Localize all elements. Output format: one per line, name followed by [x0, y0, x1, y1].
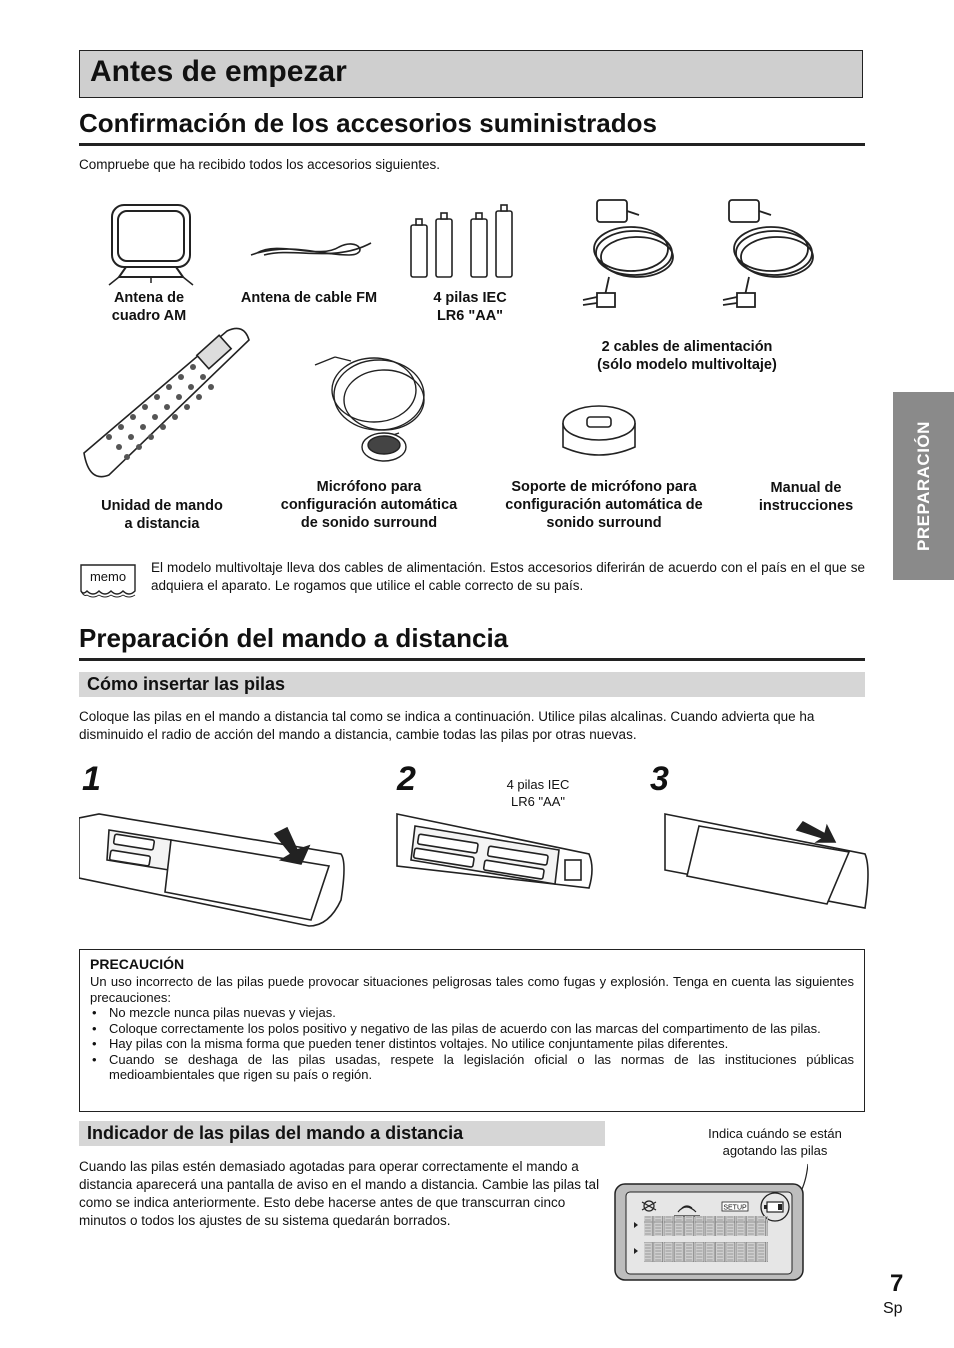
caption-line: Micrófono para — [316, 479, 422, 495]
caption-line: 2 cables de alimentación — [601, 339, 773, 355]
caption-am-antenna — [89, 289, 209, 325]
caption-line: cuadro AM — [111, 308, 187, 324]
caption-line: sonido surround — [546, 515, 662, 531]
caption-line: Soporte de micrófono para — [511, 479, 697, 495]
caution-bullet: • Cuando se deshaga de las pilas usadas, respete la legislación oficial o las normas de las instituciones públicas medioambientales que rigen su país o región. — [90, 1052, 854, 1083]
step-1-image — [79, 814, 344, 926]
side-tab — [893, 392, 954, 580]
remote-control-image — [84, 328, 249, 476]
caption-power-cables — [567, 338, 807, 374]
insert-batteries-heading: Cómo insertar las pilas — [79, 672, 865, 697]
caption-manual — [746, 479, 866, 515]
accessories-illustrations — [79, 185, 869, 485]
step-3-number: 3 — [650, 760, 669, 798]
remote-prep-heading: Preparación del mando a distancia — [79, 623, 865, 661]
caption-microphone — [258, 478, 480, 532]
step-3-image — [665, 814, 868, 908]
caption-line: LR6 "AA" — [436, 308, 504, 324]
caution-box — [79, 949, 865, 1112]
battery-callout — [680, 1125, 870, 1159]
memo-icon — [79, 561, 137, 599]
power-cables-image — [583, 200, 813, 307]
am-loop-antenna-image — [109, 205, 193, 285]
caption-batteries — [410, 289, 530, 325]
insert-batteries-intro: Coloque las pilas en el mando a distancia tal como se indica a continuación. Utilice pilas alcalinas. Cuando advierta que ha disminuido el radio de acción del mando a distancia, cambie todas las pilas por otras nuevas. — [79, 709, 815, 742]
caption-line: configuración automática de — [505, 497, 703, 513]
remote-display-illustration — [612, 1162, 808, 1284]
step-1-number: 1 — [82, 760, 101, 798]
caption-line: 4 pilas IEC — [433, 290, 507, 306]
caption-line: Manual de — [770, 480, 842, 496]
step-2-label — [478, 776, 598, 810]
page-language: Sp — [883, 1300, 903, 1317]
caption-remote — [82, 497, 242, 533]
step-2-label-line: 4 pilas IEC — [506, 777, 570, 792]
caution-bullet: • No mezcle nunca pilas nuevas y viejas. — [90, 1005, 854, 1021]
page-number: 7 — [890, 1270, 904, 1297]
battery-indicator-heading: Indicador de las pilas del mando a distancia — [79, 1121, 605, 1146]
caption-line: (sólo modelo multivoltaje) — [597, 357, 777, 373]
callout-line: Indica cuándo se están — [708, 1126, 842, 1141]
fm-antenna-image — [251, 243, 371, 255]
step-2-image — [397, 814, 592, 888]
caution-bullet: • Hay pilas con la misma forma que pueden tener distintos voltajes. No utilice conjuntamente pilas diferentes. — [90, 1036, 854, 1052]
memo-text: El modelo multivoltaje lleva dos cables de alimentación. Estos accesorios diferirán de acuerdo con el país en el que se adquiera el aparato. Le rogamos que utilice el cable correcto de su país. — [151, 560, 865, 593]
accessories-intro: Compruebe que ha recibido todos los accesorios siguientes. — [79, 157, 440, 172]
caption-mic-stand — [484, 478, 724, 532]
caption-line: instrucciones — [758, 498, 854, 514]
display-setup-label: SETUP — [723, 1204, 747, 1212]
page-title: Antes de empezar — [90, 55, 347, 88]
caption-line: Antena de — [113, 290, 185, 306]
battery-steps-illustration — [79, 808, 869, 940]
side-tab-label: PREPARACIÓN — [913, 421, 933, 551]
microphone-stand-image — [563, 406, 635, 455]
microphone-image — [315, 357, 424, 461]
batteries-image — [411, 205, 512, 277]
battery-indicator-text: Cuando las pilas estén demasiado agotadas para operar correctamente el mando a distancia aparecerá una pantalla de aviso en el mando a distancia. Cambie las pilas tal como se indica anteriormente. Esto debe hacerse antes de que transcurran cinco minutos o todos los ajustes de su sistema quedarán borrados. — [79, 1159, 600, 1228]
accessories-heading: Confirmación de los accesorios suministrados — [79, 108, 865, 146]
callout-line: agotando las pilas — [722, 1143, 828, 1158]
caption-fm-antenna: Antena de cable FM — [240, 290, 378, 306]
caption-line: de sonido surround — [300, 515, 438, 531]
caption-line: configuración automática — [280, 497, 458, 513]
caution-list — [90, 1005, 854, 1083]
section-banner — [79, 50, 863, 98]
caption-line: Unidad de mando — [101, 498, 223, 514]
caption-line: a distancia — [124, 516, 200, 532]
battery-low-icon — [764, 1202, 783, 1212]
step-2-label-line: LR6 "AA" — [510, 794, 566, 809]
step-2-number: 2 — [397, 760, 416, 798]
caution-intro: Un uso incorrecto de las pilas puede provocar situaciones peligrosas tales como fugas y explosión. Tenga en cuenta las siguientes precauciones: — [90, 974, 854, 1005]
memo-label: memo — [89, 569, 127, 584]
caution-bullet: • Coloque correctamente los polos positivo y negativo de las pilas de acuerdo con las marcas del compartimento de las pilas. — [90, 1021, 854, 1037]
caution-title: PRECAUCIÓN — [90, 956, 185, 972]
